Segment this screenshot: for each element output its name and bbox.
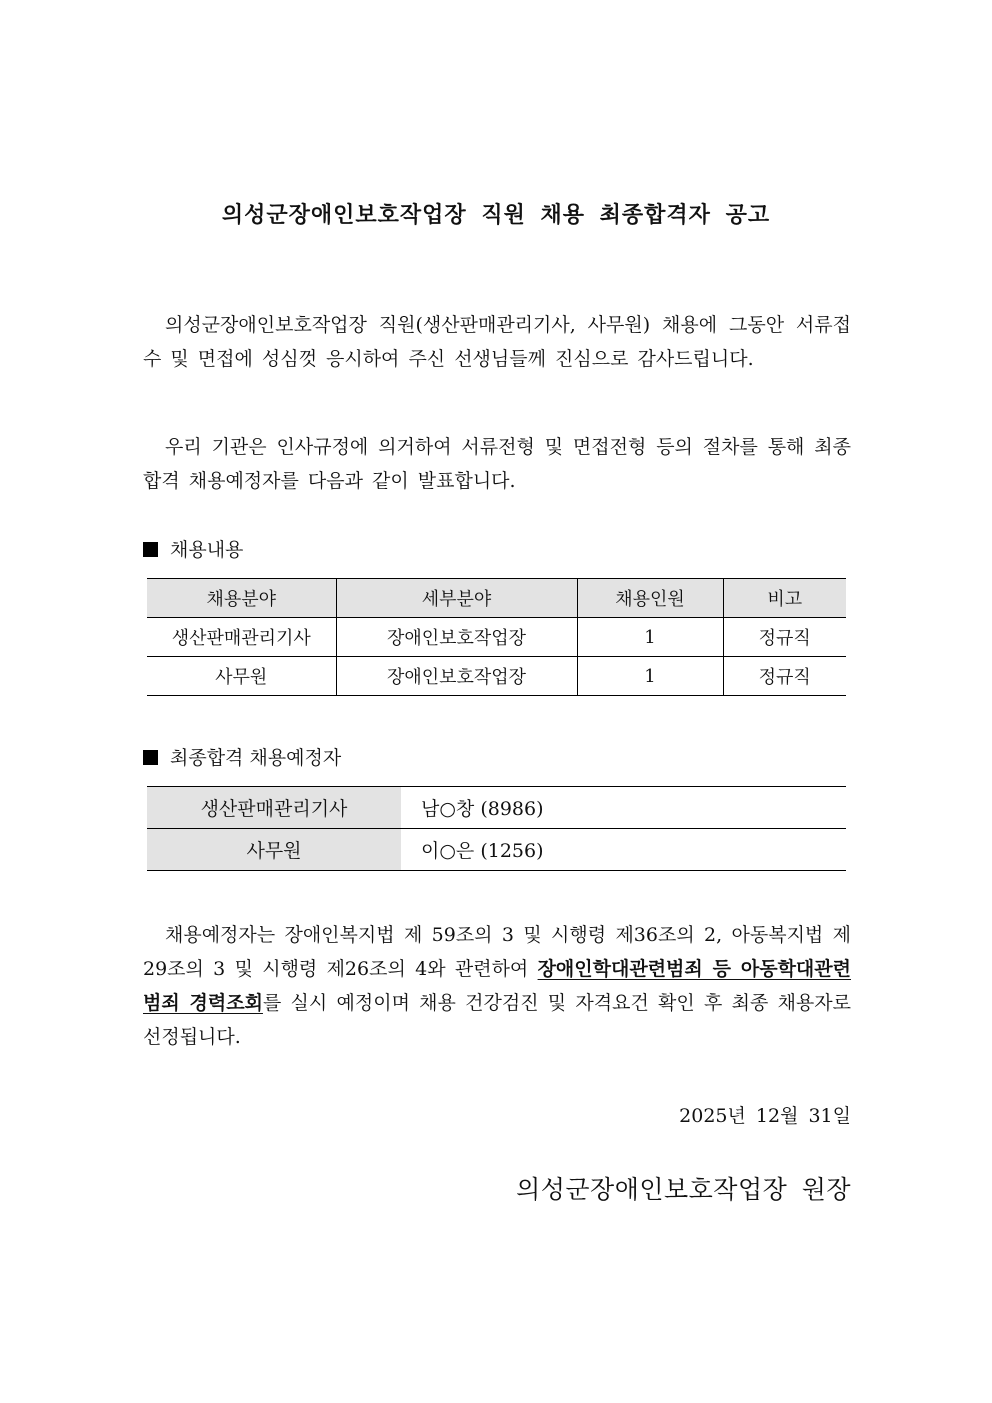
document-title: 의성군장애인보호작업장 직원 채용 최종합격자 공고 <box>221 203 771 228</box>
cell-field: 사무원 <box>147 657 336 696</box>
background-check-emphasis: 장애인학대관련범죄 등 아동학대관련범죄 경력조회 <box>143 958 851 1014</box>
cell-subfield: 장애인보호작업장 <box>336 657 577 696</box>
cell-headcount: 1 <box>577 618 723 657</box>
cell-headcount: 1 <box>577 657 723 696</box>
finalists-section-heading: 최종합격 채용예정자 <box>143 746 341 770</box>
cell-note: 정규직 <box>723 657 846 696</box>
finalist-name: 남○창 (8986) <box>401 787 846 829</box>
recruitment-table <box>147 578 846 696</box>
column-header-field: 채용분야 <box>147 579 336 618</box>
column-header-note: 비고 <box>723 579 846 618</box>
cell-subfield: 장애인보호작업장 <box>336 618 577 657</box>
signer: 의성군장애인보호작업장 원장 <box>516 1175 851 1204</box>
notice-paragraph: 채용예정자는 장애인복지법 제 59조의 3 및 시행령 제36조의 2, 아동복지법 제29조의 3 및 시행령 제26조의 4와 관련하여 장애인학대관련범죄 등 아동학대관련범죄 경력조회를 실시 예정이며 채용 건강검진 및 자격요건 확인 후 최종 채용자로 선정됩니다. <box>143 924 851 1048</box>
cell-note: 정규직 <box>723 618 846 657</box>
table-row <box>147 829 846 871</box>
square-bullet-icon <box>143 542 158 557</box>
table-row <box>147 657 846 696</box>
table-row <box>147 787 846 829</box>
announcement-paragraph: 우리 기관은 인사규정에 의거하여 서류전형 및 면접전형 등의 절차를 통해 최종합격 채용예정자를 다음과 같이 발표합니다. <box>143 436 851 492</box>
recruitment-section-heading: 채용내용 <box>143 538 243 562</box>
column-header-subfield: 세부분야 <box>336 579 577 618</box>
column-header-headcount: 채용인원 <box>577 579 723 618</box>
cell-field: 생산판매관리기사 <box>147 618 336 657</box>
table-row <box>147 618 846 657</box>
finalist-name: 이○은 (1256) <box>401 829 846 871</box>
finalist-position: 생산판매관리기사 <box>147 787 401 829</box>
finalist-position: 사무원 <box>147 829 401 871</box>
square-bullet-icon <box>143 750 158 765</box>
table-header-row <box>147 579 846 618</box>
finalists-table <box>147 786 846 871</box>
intro-paragraph: 의성군장애인보호작업장 직원(생산판매관리기사, 사무원) 채용에 그동안 서류접수 및 면접에 성심껏 응시하여 주신 선생님들께 진심으로 감사드립니다. <box>143 314 851 370</box>
announcement-date: 2025년 12월 31일 <box>679 1105 851 1127</box>
